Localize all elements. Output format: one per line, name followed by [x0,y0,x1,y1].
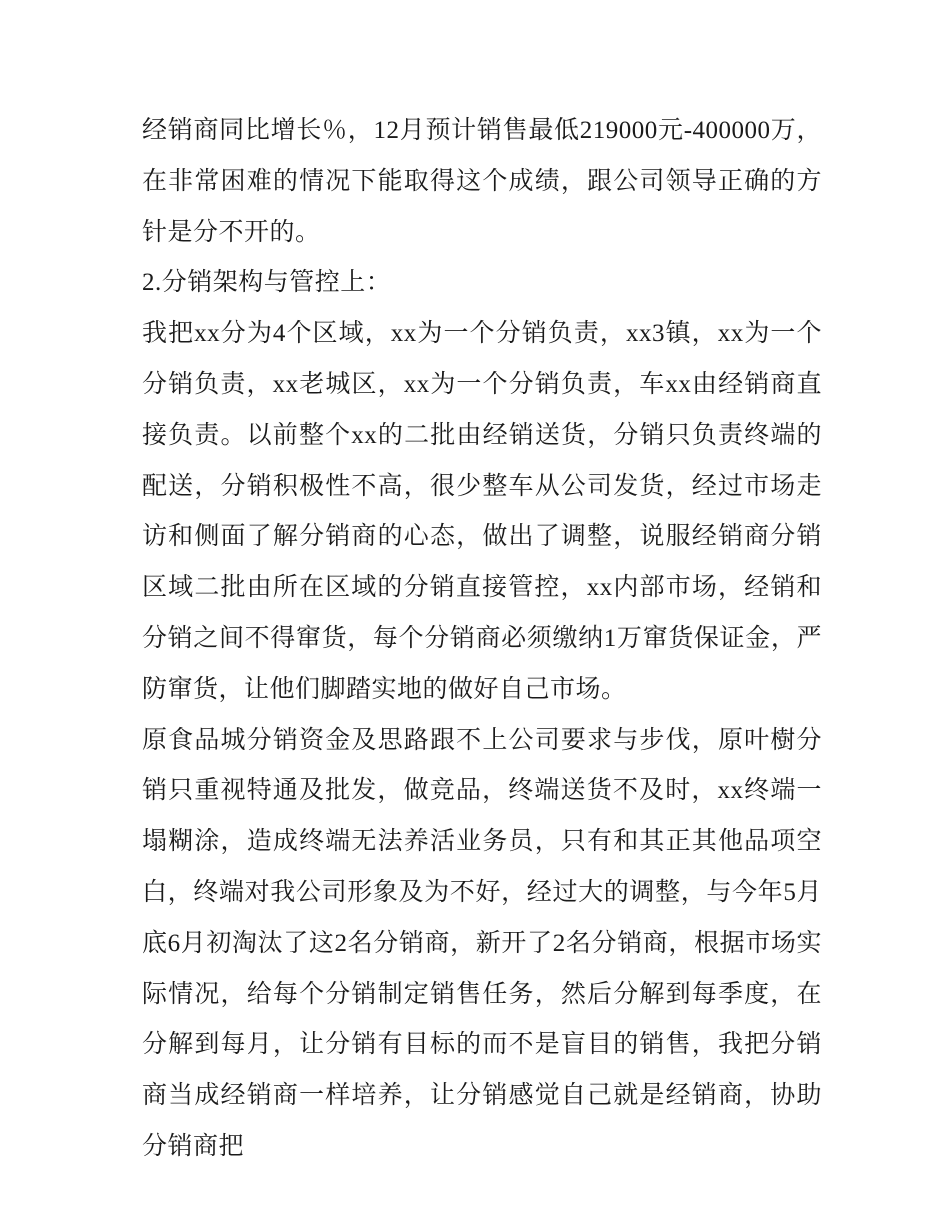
paragraph-distribution-regions: 我把xx分为4个区域，xx为一个分销负责，xx3镇，xx为一个分销负责，xx老城区，xx为一个分销负责，车xx由经销商直接负责。以前整个xx的二批由经销送货，分销只负责终端的配送，分销积极性不高，很少整车从公司发货，经过市场走访和侧面了解分销商的心态，做出了调整，说服经销商分销区域二批由所在区域的分销直接管控，xx内部市场，经销和分销之间不得窜货，每个分销商必须缴纳1万窜货保证金，严防窜货，让他们脚踏实地的做好自己市场。 [142,320,822,703]
paragraph-distributor-adjustment: 原食品城分销资金及思路跟不上公司要求与步伐，原叶樹分销只重视特通及批发，做竞品，终端送货不及时，xx终端一塌糊涂，造成终端无法养活业务员，只有和其正其他品项空白，终端对我公司形象及为不好，经过大的调整，与今年5月底6月初淘汰了这2名分销商，新开了2名分销商，根据市场实际情况，给每个分销制定销售任务，然后分解到每季度，在分解到每月，让分销有目标的而不是盲目的销售，我把分销商当成经销商一样培养，让分销感觉自己就是经销商，协助分销商把 [142,726,822,1160]
section-heading-distribution: 2.分销架构与管控上： [142,269,392,297]
paragraph-sales-summary: 经销商同比增长％，12月预计销售最低219000元-400000万，在非常困难的情况下能取得这个成绩，跟公司领导正确的方针是分不开的。 [142,117,822,246]
document-body [142,106,822,1173]
